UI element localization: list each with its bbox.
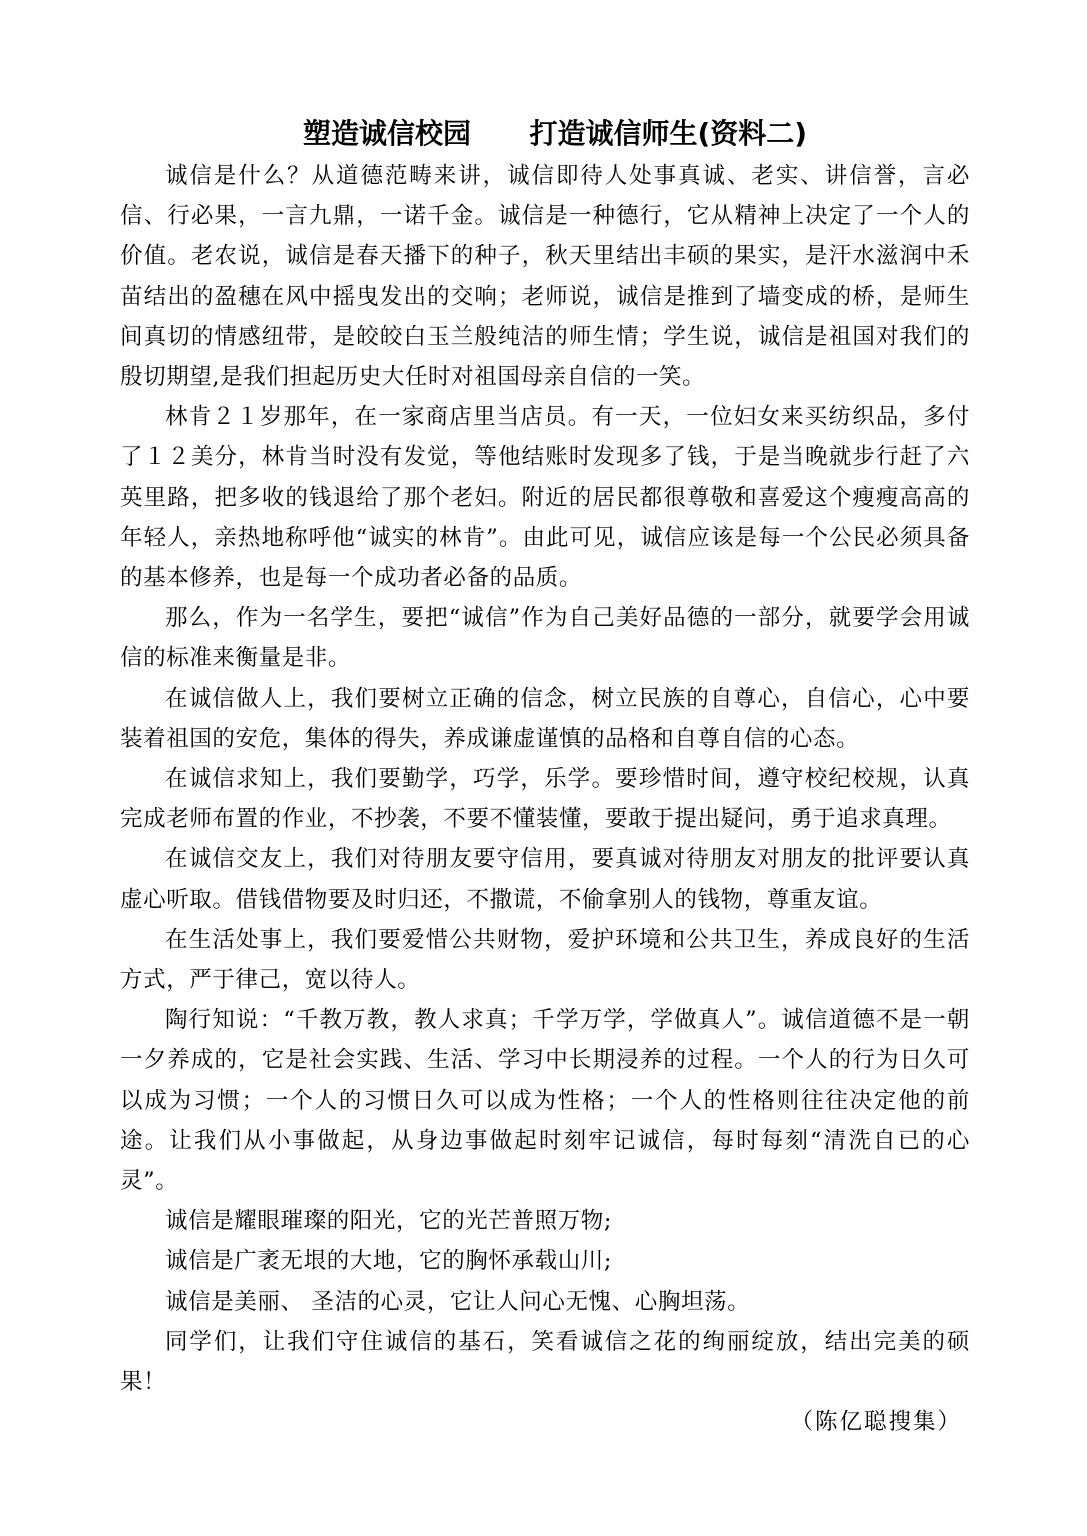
document-body	[120, 156, 970, 1443]
paragraph-integrity-learning: 在诚信求知上，我们要勤学，巧学，乐学。要珍惜时间，遵守校纪校规，认真完成老师布置的作业，不抄袭，不要不懂装懂，要敢于提出疑问，勇于追求真理。	[120, 766, 970, 833]
paragraph-integrity-friends: 在诚信交友上，我们对待朋友要守信用，要真诚对待朋友对朋友的批评要认真虚心听取。借钱借物要及时归还，不撒谎，不偷拿别人的钱物，尊重友谊。	[120, 846, 970, 913]
paragraph-student-standard: 那么，作为一名学生，要把“诚信”作为自己美好品德的一部分，就要学会用诚信的标准来衡量是非。	[120, 605, 970, 672]
author-signature: （陈亿聪搜集）	[790, 1409, 962, 1436]
paragraph-poem-line-1: 诚信是耀眼璀璨的阳光，它的光芒普照万物;	[165, 1208, 613, 1235]
paragraph-definition: 诚信是什么？从道德范畴来讲，诚信即待人处事真诚、老实、讲信誉，言必信、行必果，一言九鼎，一诺千金。诚信是一种德行，它从精神上决定了一个人的价值。老农说，诚信是春天播下的种子，秋天里结出丰硕的果实，是汗水滋润中禾苗结出的盈穗在风中摇曳发出的交响；老师说，诚信是推到了墙变成的桥，是师生间真切的情感纽带，是皎皎白玉兰般纯洁的师生情；学生说，诚信是祖国对我们的殷切期望,是我们担起历史大任时对祖国母亲自信的一笑。	[120, 163, 970, 391]
document-title: 塑造诚信校园 打造诚信师生(资料二)	[302, 117, 808, 150]
paragraph-integrity-life: 在生活处事上，我们要爱惜公共财物，爱护环境和公共卫生，养成良好的生活方式，严于律己，宽以待人。	[120, 926, 970, 994]
paragraph-tao-xingzhi: 陶行知说：“千教万教，教人求真；千学万学，学做真人”。诚信道德不是一朝一夕养成的，它是社会实践、生活、学习中长期浸养的过程。一个人的行为日久可以成为习惯；一个人的习惯日久可以成为性格；一个人的性格则往往决定他的前途。让我们从小事做起，从身边事做起时刻牢记诚信，每时每刻“清洗自已的心灵”。	[120, 1007, 970, 1195]
paragraph-poem-line-2: 诚信是广袤无垠的大地，它的胸怀承载山川;	[165, 1248, 613, 1275]
document-page	[120, 112, 970, 1443]
paragraph-integrity-person: 在诚信做人上，我们要树立正确的信念，树立民族的自尊心，自信心，心中要装着祖国的安危，集体的得失，养成谦虚谨慎的品格和自尊自信的心态。	[120, 685, 970, 752]
paragraph-closing: 同学们，让我们守住诚信的基石，笑看诚信之花的绚丽绽放，结出完美的硕果！	[120, 1328, 970, 1396]
paragraph-lincoln-story: 林肯２１岁那年，在一家商店里当店员。有一天，一位妇女来买纺织品，多付了１２美分，林肯当时没有发觉，等他结账时发现多了钱，于是当晚就步行赶了六英里路，把多收的钱退给了那个老妇。附近的居民都很尊敬和喜爱这个瘦瘦高高的年轻人，亲热地称呼他“诚实的林肯”。由此可见，诚信应该是每一个公民必须具备的基本修养，也是每一个成功者必备的品质。	[120, 404, 970, 592]
paragraph-poem-line-3: 诚信是美丽、 圣洁的心灵，它让人问心无愧、心胸坦荡。	[165, 1288, 751, 1315]
